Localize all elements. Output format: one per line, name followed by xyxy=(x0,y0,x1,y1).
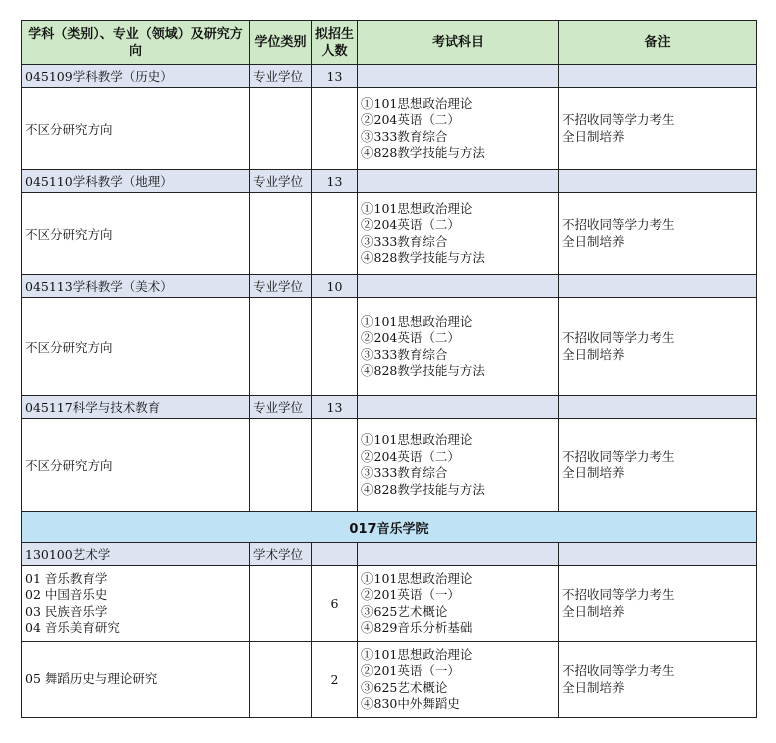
direction-item: 02 中国音乐史 xyxy=(25,587,108,602)
degree-type: 专业学位 xyxy=(250,396,312,419)
exam-subjects xyxy=(358,88,559,170)
subject-item: ②204英语（二） xyxy=(361,448,460,464)
major-name: 045113学科教学（美术） xyxy=(22,275,250,298)
major-row xyxy=(22,65,757,88)
subject-item: ④829音乐分析基础 xyxy=(361,620,473,635)
subject-item: ④828教学技能与方法 xyxy=(361,145,485,160)
major-name: 130100艺术学 xyxy=(22,543,250,566)
note-item: 不招收同等学力考生 xyxy=(562,448,675,464)
detail-row xyxy=(22,419,757,512)
header-major: 学科（类别）、专业（领域）及研究方向 xyxy=(22,21,250,65)
subject-item: ①101思想政治理论 xyxy=(361,570,473,586)
subject-item: ②201英语（一） xyxy=(361,587,460,602)
subject-item: ②204英语（二） xyxy=(361,112,460,127)
enroll-count: 13 xyxy=(312,65,358,88)
detail-row xyxy=(22,566,757,642)
degree-type: 专业学位 xyxy=(250,65,312,88)
subject-item: ①101思想政治理论 xyxy=(361,313,473,329)
direction-item: 01 音乐教育学 xyxy=(25,570,108,586)
major-name: 045110学科教学（地理） xyxy=(22,170,250,193)
note-item: 全日制培养 xyxy=(562,679,625,695)
exam-subjects xyxy=(358,419,559,512)
subject-item: ④828教学技能与方法 xyxy=(361,250,485,265)
research-direction: 不区分研究方向 xyxy=(22,88,250,170)
note-item: 不招收同等学力考生 xyxy=(562,112,675,127)
direction-item: 05 舞蹈历史与理论研究 xyxy=(25,671,158,687)
major-name: 045117科学与技术教育 xyxy=(22,396,250,419)
subject-item: ①101思想政治理论 xyxy=(361,95,473,111)
note-item: 全日制培养 xyxy=(562,465,625,480)
notes xyxy=(559,566,757,642)
major-row xyxy=(22,543,757,566)
note-item: 全日制培养 xyxy=(562,603,625,619)
header-count: 拟招生人数 xyxy=(312,21,358,65)
note-item: 全日制培养 xyxy=(562,346,625,362)
header-notes: 备注 xyxy=(559,21,757,65)
subject-item: ③333教育综合 xyxy=(361,346,448,362)
detail-row xyxy=(22,193,757,275)
subject-item: ①101思想政治理论 xyxy=(361,646,473,662)
exam-subjects xyxy=(358,193,559,275)
admission-table xyxy=(21,20,757,718)
subject-item: ③333教育综合 xyxy=(361,465,448,480)
degree-type: 专业学位 xyxy=(250,170,312,193)
major-row xyxy=(22,275,757,298)
header-subjects: 考试科目 xyxy=(358,21,559,65)
enroll-count: 10 xyxy=(312,275,358,298)
notes xyxy=(559,88,757,170)
detail-row xyxy=(22,88,757,170)
subject-item: ③625艺术概论 xyxy=(361,679,448,695)
section-row xyxy=(22,512,757,543)
enroll-count: 13 xyxy=(312,170,358,193)
enroll-count: 13 xyxy=(312,396,358,419)
subject-item: ④828教学技能与方法 xyxy=(361,481,485,497)
subject-item: ④828教学技能与方法 xyxy=(361,363,485,378)
exam-subjects xyxy=(358,566,559,642)
detail-row xyxy=(22,642,757,718)
enroll-count: 6 xyxy=(312,566,358,642)
subject-item: ②201英语（一） xyxy=(361,663,460,678)
note-item: 全日制培养 xyxy=(562,233,625,249)
research-direction: 不区分研究方向 xyxy=(22,298,250,396)
major-name: 045109学科教学（历史） xyxy=(22,65,250,88)
note-item: 不招收同等学力考生 xyxy=(562,587,675,602)
exam-subjects xyxy=(358,642,559,718)
exam-subjects xyxy=(358,298,559,396)
notes xyxy=(559,298,757,396)
notes xyxy=(559,642,757,718)
note-item: 全日制培养 xyxy=(562,128,625,144)
major-row xyxy=(22,396,757,419)
subject-item: ④830中外舞蹈史 xyxy=(361,696,460,711)
major-row xyxy=(22,170,757,193)
notes xyxy=(559,193,757,275)
note-item: 不招收同等学力考生 xyxy=(562,330,675,345)
research-direction: 不区分研究方向 xyxy=(22,419,250,512)
subject-item: ①101思想政治理论 xyxy=(361,200,473,216)
detail-row xyxy=(22,298,757,396)
note-item: 不招收同等学力考生 xyxy=(562,663,675,678)
subject-item: ①101思想政治理论 xyxy=(361,432,473,447)
note-item: 不招收同等学力考生 xyxy=(562,217,675,232)
header-degree: 学位类别 xyxy=(250,21,312,65)
degree-type: 专业学位 xyxy=(250,275,312,298)
header-row xyxy=(22,21,757,65)
degree-type: 学术学位 xyxy=(250,543,312,566)
subject-item: ③625艺术概论 xyxy=(361,603,448,619)
notes xyxy=(559,419,757,512)
subject-item: ③333教育综合 xyxy=(361,128,448,144)
research-directions xyxy=(22,642,250,718)
research-direction: 不区分研究方向 xyxy=(22,193,250,275)
subject-item: ②204英语（二） xyxy=(361,217,460,232)
direction-item: 04 音乐美育研究 xyxy=(25,620,120,635)
subject-item: ②204英语（二） xyxy=(361,330,460,345)
subject-item: ③333教育综合 xyxy=(361,233,448,249)
section-title: 017音乐学院 xyxy=(22,512,757,543)
research-directions xyxy=(22,566,250,642)
direction-item: 03 民族音乐学 xyxy=(25,603,108,619)
enroll-count: 2 xyxy=(312,642,358,718)
